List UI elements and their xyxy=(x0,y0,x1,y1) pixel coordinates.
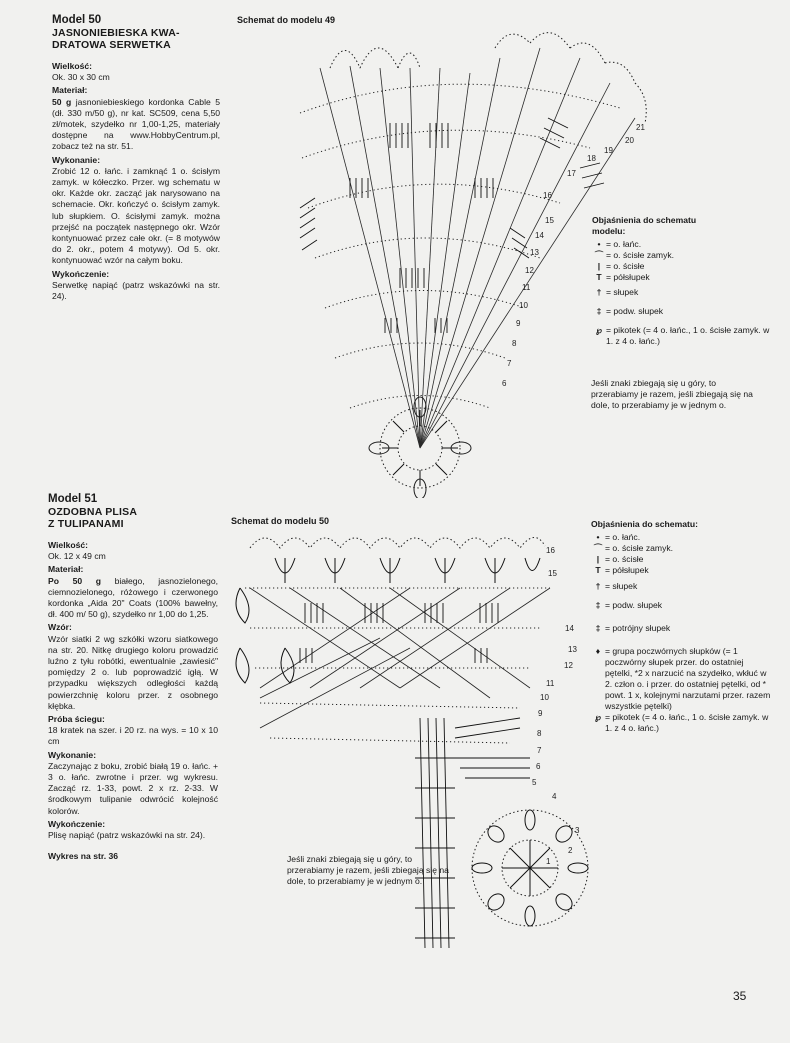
model51-size-heading: Wielkość: xyxy=(48,540,89,550)
schema50-diagram xyxy=(230,528,590,973)
model50-size: Ok. 30 x 30 cm xyxy=(52,72,110,83)
model50-column xyxy=(52,14,220,302)
schema49-row-label: 10 xyxy=(519,301,528,310)
legend-item: • = o. łańc. xyxy=(591,532,771,543)
schema49-row-label: 7 xyxy=(507,359,512,368)
schema50-row-label: 14 xyxy=(565,624,574,633)
model51-column xyxy=(48,493,218,862)
schema49-legend xyxy=(592,215,772,347)
schema49-title: Schemat do modelu 49 xyxy=(237,15,336,25)
schema50-row-label: 7 xyxy=(537,746,542,755)
schema49-row-label: 9 xyxy=(516,319,521,328)
schema49-row-label: 12 xyxy=(525,266,534,275)
schema50-row-label: 13 xyxy=(568,645,577,654)
treble-crochet-icon: ‡ xyxy=(596,306,602,316)
model50-finishing: Serwetkę napiąć (patrz wskazówki na str. 24). xyxy=(52,279,220,302)
legend-item: † = słupek xyxy=(592,287,772,298)
cluster-icon: ♦ xyxy=(595,646,601,656)
schema49-row-label: 20 xyxy=(625,136,634,145)
legend-item: • = o. łańc. xyxy=(592,239,772,250)
legend-item: | = o. ścisłe xyxy=(591,554,771,565)
legend-item: ‡ = podw. słupek xyxy=(591,600,771,611)
model51-gauge-heading: Próba ściegu: xyxy=(48,714,105,725)
treble-crochet-icon: ‡ xyxy=(595,600,601,610)
model51-execution: Zaczynając z boku, zrobić białą 19 o. łańc. + 3 o. łańc. zwrotne i przer. wg wykresu. Zacząć rz. 1-33, powt. 2 x rz. 2-33. W środkowym tulipanie odwrócić kolejność kolorów. xyxy=(48,760,218,816)
model50-execution-heading: Wykonanie: xyxy=(52,154,101,165)
double-crochet-icon: † xyxy=(596,287,602,297)
model50-execution: Zrobić 12 o. łańc. i zamknąć 1 o. ścisłym zamyk. w kółeczko. Przer. wg schematu w okr. Każde okr. zacząć jak narysowano na schemacie. Okr. kończyć o. ścisłym zamyk. lub słupkiem. O. ścisłymi zamyk. można przejść na początek następnego okr. Wzór kontynuować przez całe okr. (= 8 motywów do 2. okr., potem 4 motywy). Od 5. okr. kontynuować wzór na całym boku. xyxy=(52,165,220,266)
model50-title: Model 50 xyxy=(52,14,102,26)
slip-stitch-icon: ⌒ xyxy=(593,543,603,553)
chain-stitch-icon: • xyxy=(597,239,601,249)
single-crochet-icon: | xyxy=(596,554,600,564)
schema50-row-label: 1 xyxy=(546,857,551,866)
schema50-row-label: 4 xyxy=(552,792,557,801)
model50-size-heading: Wielkość: xyxy=(52,61,93,71)
double-crochet-icon: † xyxy=(595,581,601,591)
schema49-row-label: 17 xyxy=(567,169,576,178)
picot-icon: ℘ xyxy=(596,325,602,335)
model50-material: 50 g jasnoniebieskiego kordonka Cable 5 (dł. 330 m/50 g), nr kat. SC509, cena 5,50 zł/motek, szydełko nr 1,00-1,25, materiały dostępne na www.HobbyCentrum.pl, zobacz też na str. 51. xyxy=(52,96,220,152)
schema50-row-label: 9 xyxy=(538,709,543,718)
model51-finishing-heading: Wykończenie: xyxy=(48,818,106,829)
schema50-row-label: 11 xyxy=(546,679,555,688)
schema49-row-label: 16 xyxy=(543,191,552,200)
model51-material-heading: Materiał: xyxy=(48,564,84,575)
schema49-row-label: 15 xyxy=(545,216,554,225)
half-double-icon: T xyxy=(595,565,601,575)
schema50-row-label: 2 xyxy=(568,846,573,855)
schema50-note: Jeśli znaki zbiegają się u góry, to przerabiamy je razem, jeśli zbiegają się na dole, to przerabiamy je w jednym o. xyxy=(287,854,449,886)
half-double-icon: T xyxy=(596,272,602,282)
schema50-row-label: 15 xyxy=(548,569,557,578)
schema49-row-label: 11 xyxy=(522,283,531,292)
schema49-row-label: 21 xyxy=(636,123,645,132)
model51-execution-heading: Wykonanie: xyxy=(48,749,97,760)
legend-item: ‡ = podw. słupek xyxy=(592,306,772,317)
legend-item: ♦ = grupa poczwórnych słupków (= 1 poczwórny słupek przer. do ostatniej pętelki, *2 x narzucić na szydełko, wkłuć w 2. człon o. i przer. do ostatniej pętelki, od * powt. 1 x, kolejnymi narzutami przer. razem wszystkie pętelki) xyxy=(591,646,771,712)
triple-treble-icon: ‡ xyxy=(595,623,601,633)
schema50-row-label: 3 xyxy=(575,826,580,835)
schema50-row-label: 12 xyxy=(564,661,573,670)
model51-name: OZDOBNA PLISA Z TULIPANAMI xyxy=(48,506,138,530)
legend-item: ⌒ = o. ścisłe zamyk. xyxy=(591,543,771,554)
picot-icon: ℘ xyxy=(595,712,601,722)
legend-item: T = półsłupek xyxy=(591,565,771,576)
schema49-row-label: 8 xyxy=(512,339,517,348)
model51-gauge: 18 kratek na szer. i 20 rz. na wys. = 10 x 10 cm xyxy=(48,725,218,747)
model51-pattern: Wzór siatki 2 wg szkółki wzoru siatkowego na str. 20. Nitkę drugiego koloru prowadzić luźno z tyłu robótki, ewentualnie „zawiesić" pomiędzy 2 o. lub poprowadzić igłą. W przypadku większych odległości każdą powierzchnię koloru przer. z osobnego kłębka. xyxy=(48,633,218,711)
model51-size: Ok. 12 x 49 cm xyxy=(48,551,106,562)
schema49-row-label: 18 xyxy=(587,154,596,163)
schema50-row-label: 10 xyxy=(540,693,549,702)
legend-item: † = słupek xyxy=(591,581,771,592)
model51-pattern-heading: Wzór: xyxy=(48,622,72,633)
legend-item: ℘ = pikotek (= 4 o. łańc., 1 o. ścisłe zamyk. w 1. z 4 o. łańc.) xyxy=(592,325,772,347)
schema50-row-label: 8 xyxy=(537,729,542,738)
schema50-row-label: 5 xyxy=(532,778,537,787)
model51-chart-ref: Wykres na str. 36 xyxy=(48,851,119,862)
schema50-row-label: 6 xyxy=(536,762,541,771)
slip-stitch-icon: ⌒ xyxy=(594,250,604,260)
schema49-note: Jeśli znaki zbiegają się u góry, to przerabiamy je razem, jeśli zbiegają się na dole, to przerabiamy je w jednym o. xyxy=(591,378,753,410)
chain-stitch-icon: • xyxy=(596,532,600,542)
schema49-row-label: 6 xyxy=(502,379,507,388)
legend-item: | = o. ścisłe xyxy=(592,261,772,272)
schema50-row-label: 16 xyxy=(546,546,555,555)
legend-item: ‡ = potrójny słupek xyxy=(591,623,771,634)
model51-finishing: Plisę napiąć (patrz wskazówki na str. 24). xyxy=(48,830,206,841)
schema50-legend-title: Objaśnienia do schematu: xyxy=(591,519,698,529)
single-crochet-icon: | xyxy=(597,261,601,271)
schema50-title: Schemat do modelu 50 xyxy=(231,516,330,526)
legend-item: ℘ = pikotek (= 4 o. łańc., 1 o. ścisłe zamyk. w 1. z 4 o. łańc.) xyxy=(591,712,771,734)
schema49-row-label: 14 xyxy=(535,231,544,240)
model50-material-heading: Materiał: xyxy=(52,85,88,96)
legend-item: T = półsłupek xyxy=(592,272,772,283)
schema50-legend xyxy=(591,519,771,734)
model51-material: Po 50 g białego, jasnozielonego, ciemnozielonego, różowego i czerwonego kordonka „Aida 20" Coats (100% bawełny, dł. 400 m/ 50 g), szydełko nr 1,00 do 1,25. xyxy=(48,575,218,620)
model50-finishing-heading: Wykończenie: xyxy=(52,268,110,279)
schema49-row-label: 19 xyxy=(604,146,613,155)
schema49-legend-title: Objaśnienia do schematu modelu: xyxy=(592,215,697,236)
model50-name: JASNONIEBIESKA KWA- DRATOWA SERWETKA xyxy=(52,27,180,51)
schema49-row-label: 13 xyxy=(530,248,539,257)
page-number: 35 xyxy=(733,989,747,1003)
legend-item: ⌒ = o. ścisłe zamyk. xyxy=(592,250,772,261)
model51-title: Model 51 xyxy=(48,493,98,505)
